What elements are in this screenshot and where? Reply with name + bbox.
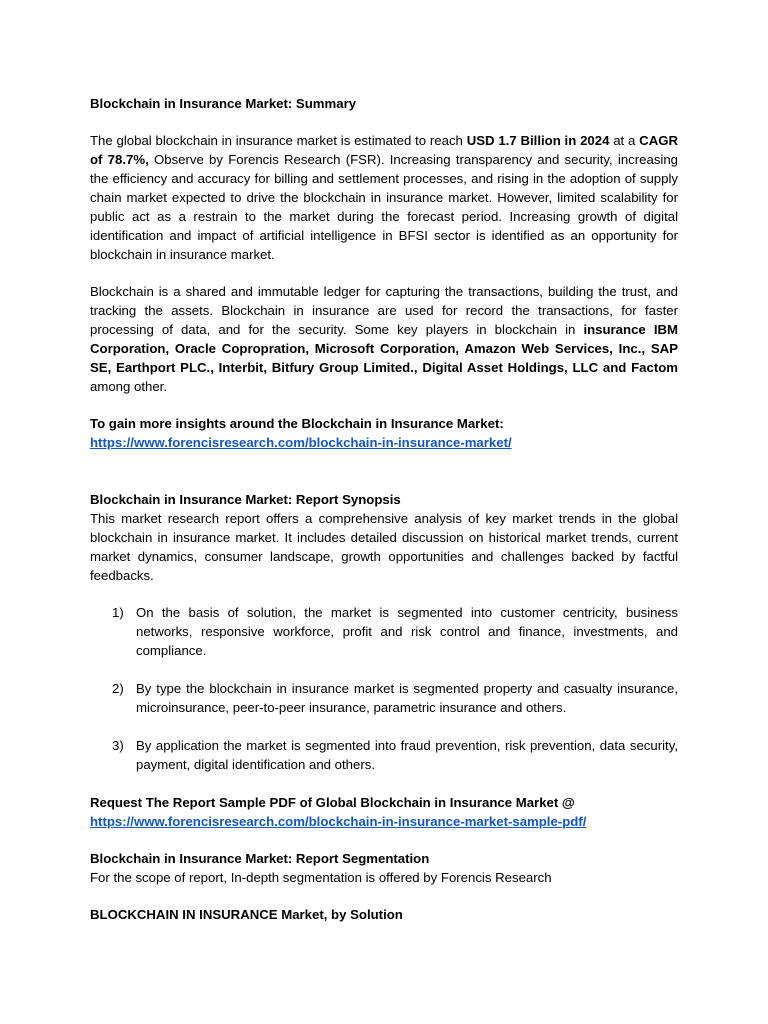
sample-label: Request The Report Sample PDF of Global Blockchain in Insurance Market @ [90, 795, 575, 810]
list-item [90, 736, 678, 774]
summary-paragraph-2: Blockchain is a shared and immutable ledger for capturing the transactions, building the trust, and tracking the assets. Blockchain in insurance are used for record the transactions, for faster processing of data, and for the security. Some key players in blockchain in insurance IBM Corporation, Oracle Copropration, Microsoft Corporation, Amazon Web Services, Inc., SAP SE, Earthport PLC., Interbit, Bitfury Group Limited., Digital Asset Holdings, LLC and Factom among other. [90, 284, 678, 394]
list-item-text: By type the blockchain in insurance market is segmented property and casualty insurance, microinsurance, peer-to-peer insurance, parametric insurance and others. [136, 681, 678, 715]
segment-list [90, 603, 678, 774]
list-item-text: By application the market is segmented into fraud prevention, risk prevention, data security, payment, digital identification and others. [136, 738, 678, 772]
list-item-number: 2) [112, 681, 124, 696]
insights-label: To gain more insights around the Blockchain in Insurance Market: [90, 416, 504, 431]
synopsis-text: This market research report offers a comprehensive analysis of key market trends in the global blockchain in insurance market. It includes detailed discussion on historical market trends, current market dynamics, consumer landscape, growth opportunities and challenges backed by factful feedbacks. [90, 511, 678, 583]
synopsis-heading: Blockchain in Insurance Market: Report Synopsis [90, 492, 401, 507]
list-item-text: On the basis of solution, the market is segmented into customer centricity, business networks, responsive workforce, profit and risk control and finance, investments, and compliance. [136, 605, 678, 658]
list-item-number: 1) [112, 605, 124, 620]
summary-heading: Blockchain in Insurance Market: Summary [90, 96, 357, 111]
segmentation-heading: Blockchain in Insurance Market: Report Segmentation [90, 851, 430, 866]
segmentation-text: For the scope of report, In-depth segmentation is offered by Forencis Research [90, 870, 552, 885]
summary-paragraph-1: The global blockchain in insurance market is estimated to reach USD 1.7 Billion in 2024 at a CAGR of 78.7%, Observe by Forencis Research (FSR). Increasing transparency and security, increasing the efficiency and accuracy for billing and settlement processes, and rising in the adoption of supply chain market expected to drive the blockchain in insurance market. However, limited scalability for public act as a restrain to the market during the forecast period. Increasing growth of digital identification and impact of artificial intelligence in BFSI sector is identified as an opportunity for blockchain in insurance market. [90, 133, 679, 262]
insights-link[interactable]: https://www.forencisresearch.com/blockchain-in-insurance-market/ [90, 435, 512, 450]
sample-link[interactable]: https://www.forencisresearch.com/blockchain-in-insurance-market-sample-pdf/ [90, 814, 587, 829]
list-item [90, 603, 678, 660]
list-item [90, 679, 678, 717]
by-solution-heading: BLOCKCHAIN IN INSURANCE Market, by Solution [90, 907, 403, 922]
list-item-number: 3) [112, 738, 124, 753]
